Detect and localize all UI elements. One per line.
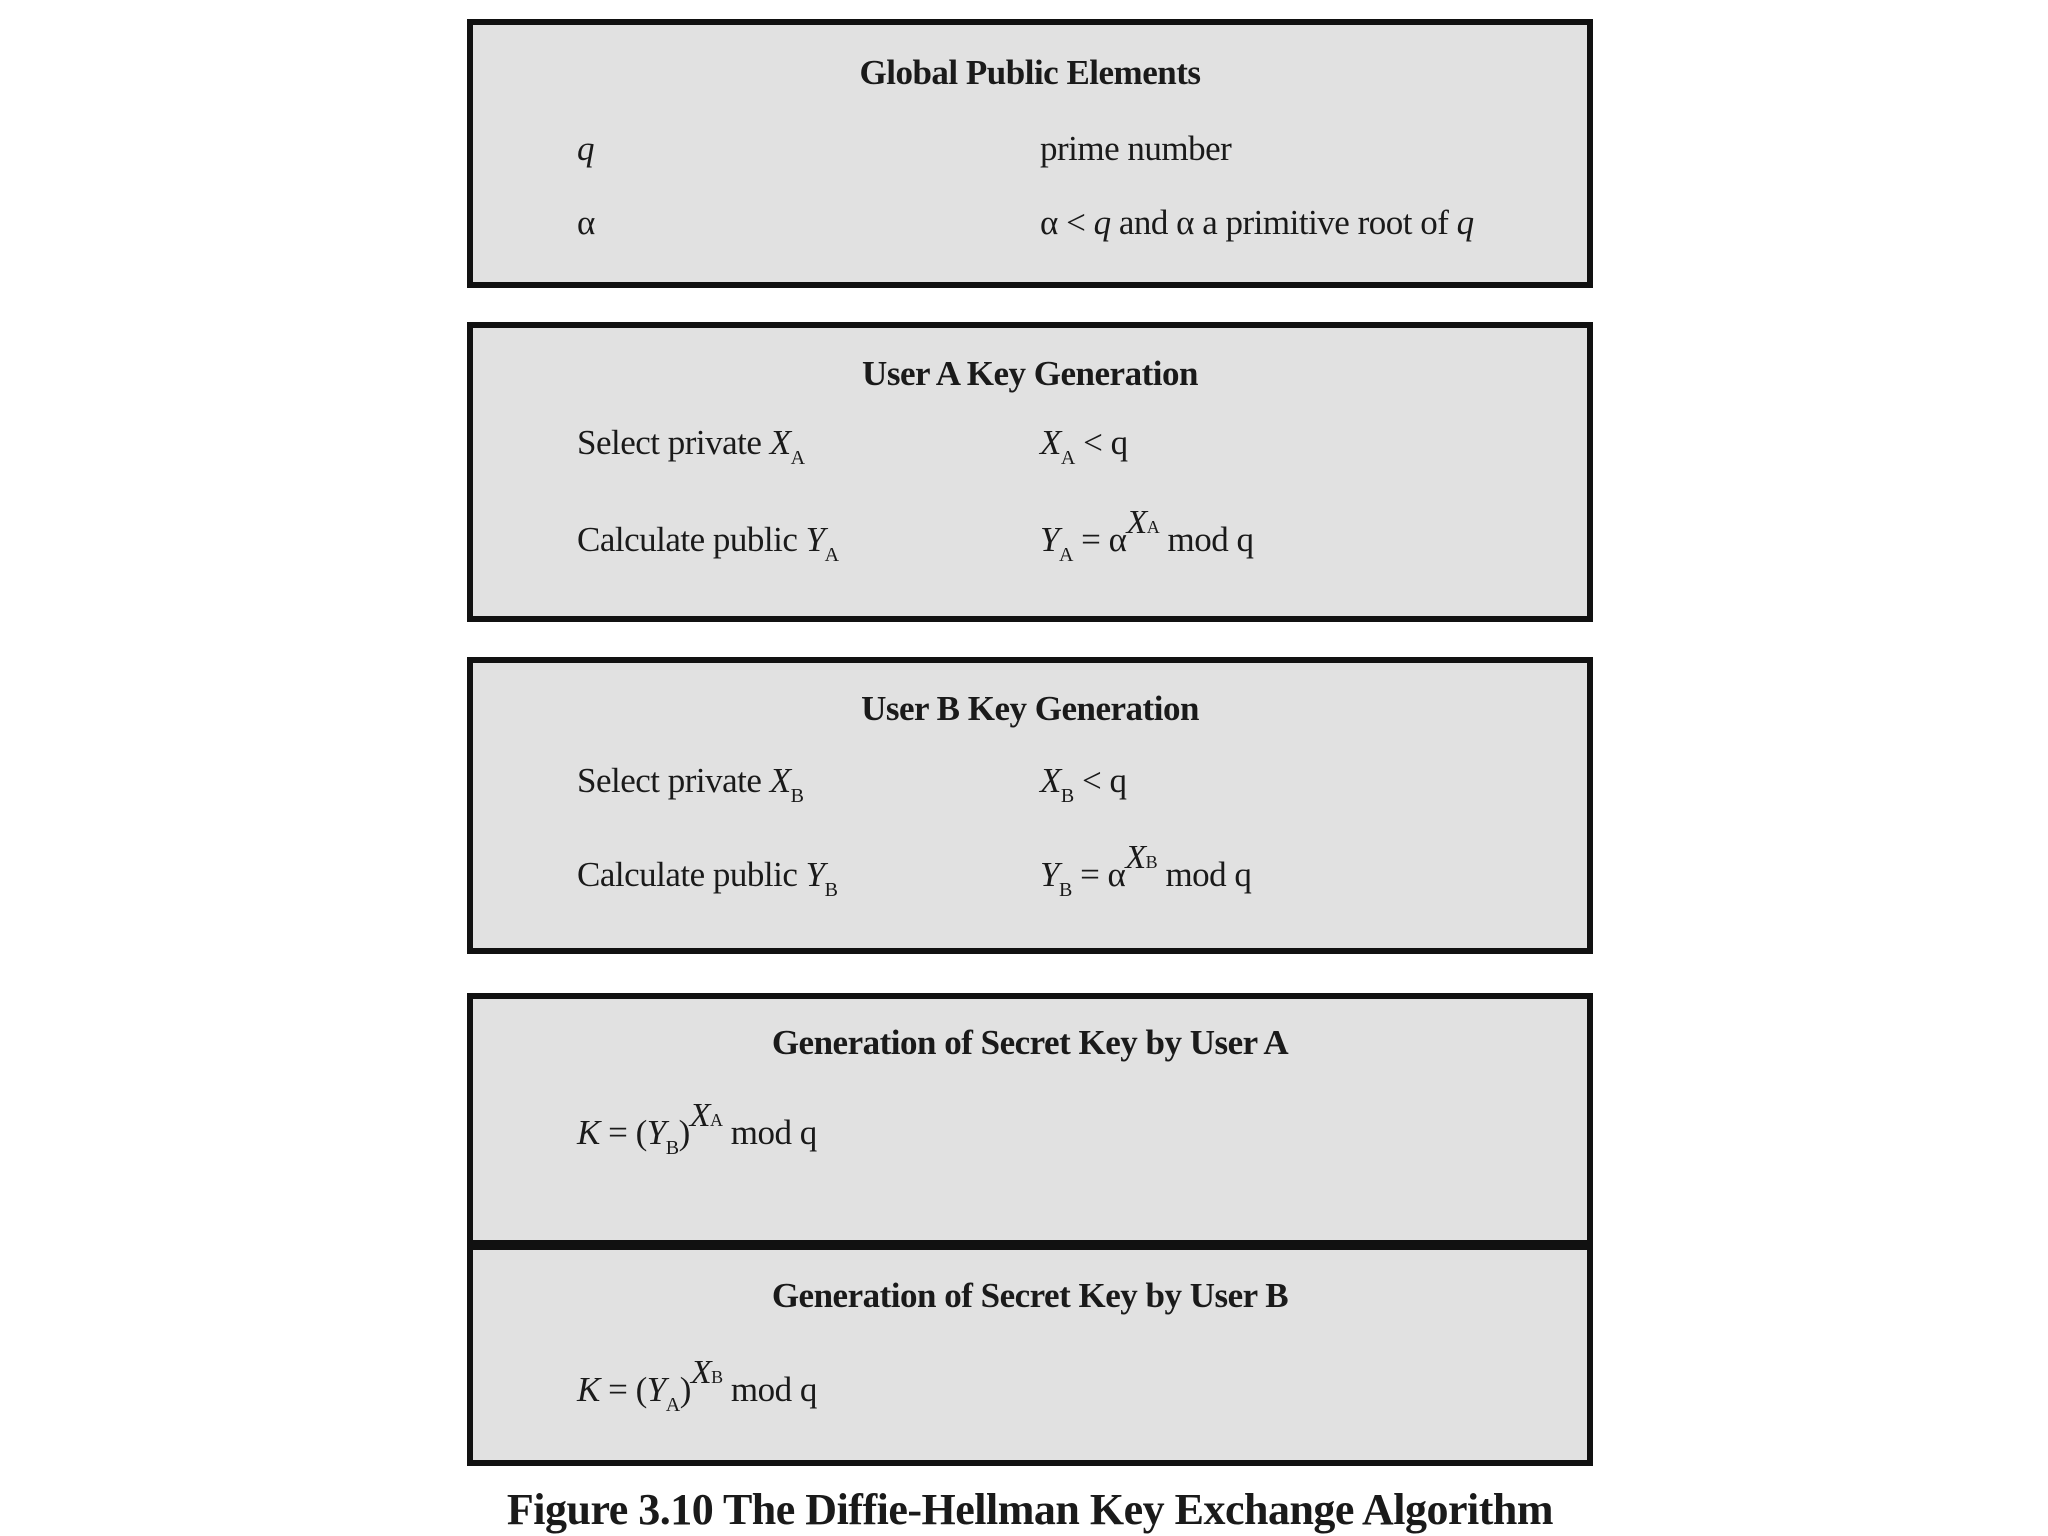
figure-caption: Figure 3.10 The Diffie-Hellman Key Exchange Algorithm [506,1485,1554,1534]
secret-key-user-b-formula: $K = (Y_A)XB$ mod q [577,1354,817,1416]
secret-key-user-a-formula: $K = (Y_B)XA$ mod q [577,1097,817,1159]
user-b-public-formula: $Y_B = \alpha XB$ mod q [1040,839,1252,901]
user-a-select-private-label: Select private $X_A$ [577,423,805,469]
user-a-calculate-public-label: Calculate public $Y_A$ [577,520,839,566]
user-b-select-private-label: Select private $X_B$ [577,761,804,807]
user-b-key-generation-box [467,657,1593,954]
user-b-private-constraint: $X_B < q$ [1040,761,1127,807]
global-alpha-description: α < q and α a primitive root of q [1040,203,1474,242]
user-a-key-generation-title: User A Key Generation [862,354,1198,393]
global-public-elements-box [467,19,1593,288]
secret-key-user-a-box [467,993,1593,1246]
user-a-public-formula: $Y_A = \alpha XA$ mod q [1040,504,1254,566]
global-public-elements-title: Global Public Elements [859,53,1201,92]
global-alpha-symbol: α [577,203,595,242]
secret-key-user-a-title: Generation of Secret Key by User A [771,1023,1289,1062]
user-a-key-generation-box [467,322,1593,622]
user-b-key-generation-title: User B Key Generation [861,689,1199,728]
user-b-calculate-public-label: Calculate public $Y_B$ [577,855,838,901]
global-q-symbol: q [577,129,594,168]
secret-key-user-b-box [467,1244,1593,1466]
global-q-description: prime number [1040,129,1232,168]
user-a-private-constraint: $X_A < q$ [1040,423,1128,469]
secret-key-user-b-title: Generation of Secret Key by User B [771,1276,1289,1315]
